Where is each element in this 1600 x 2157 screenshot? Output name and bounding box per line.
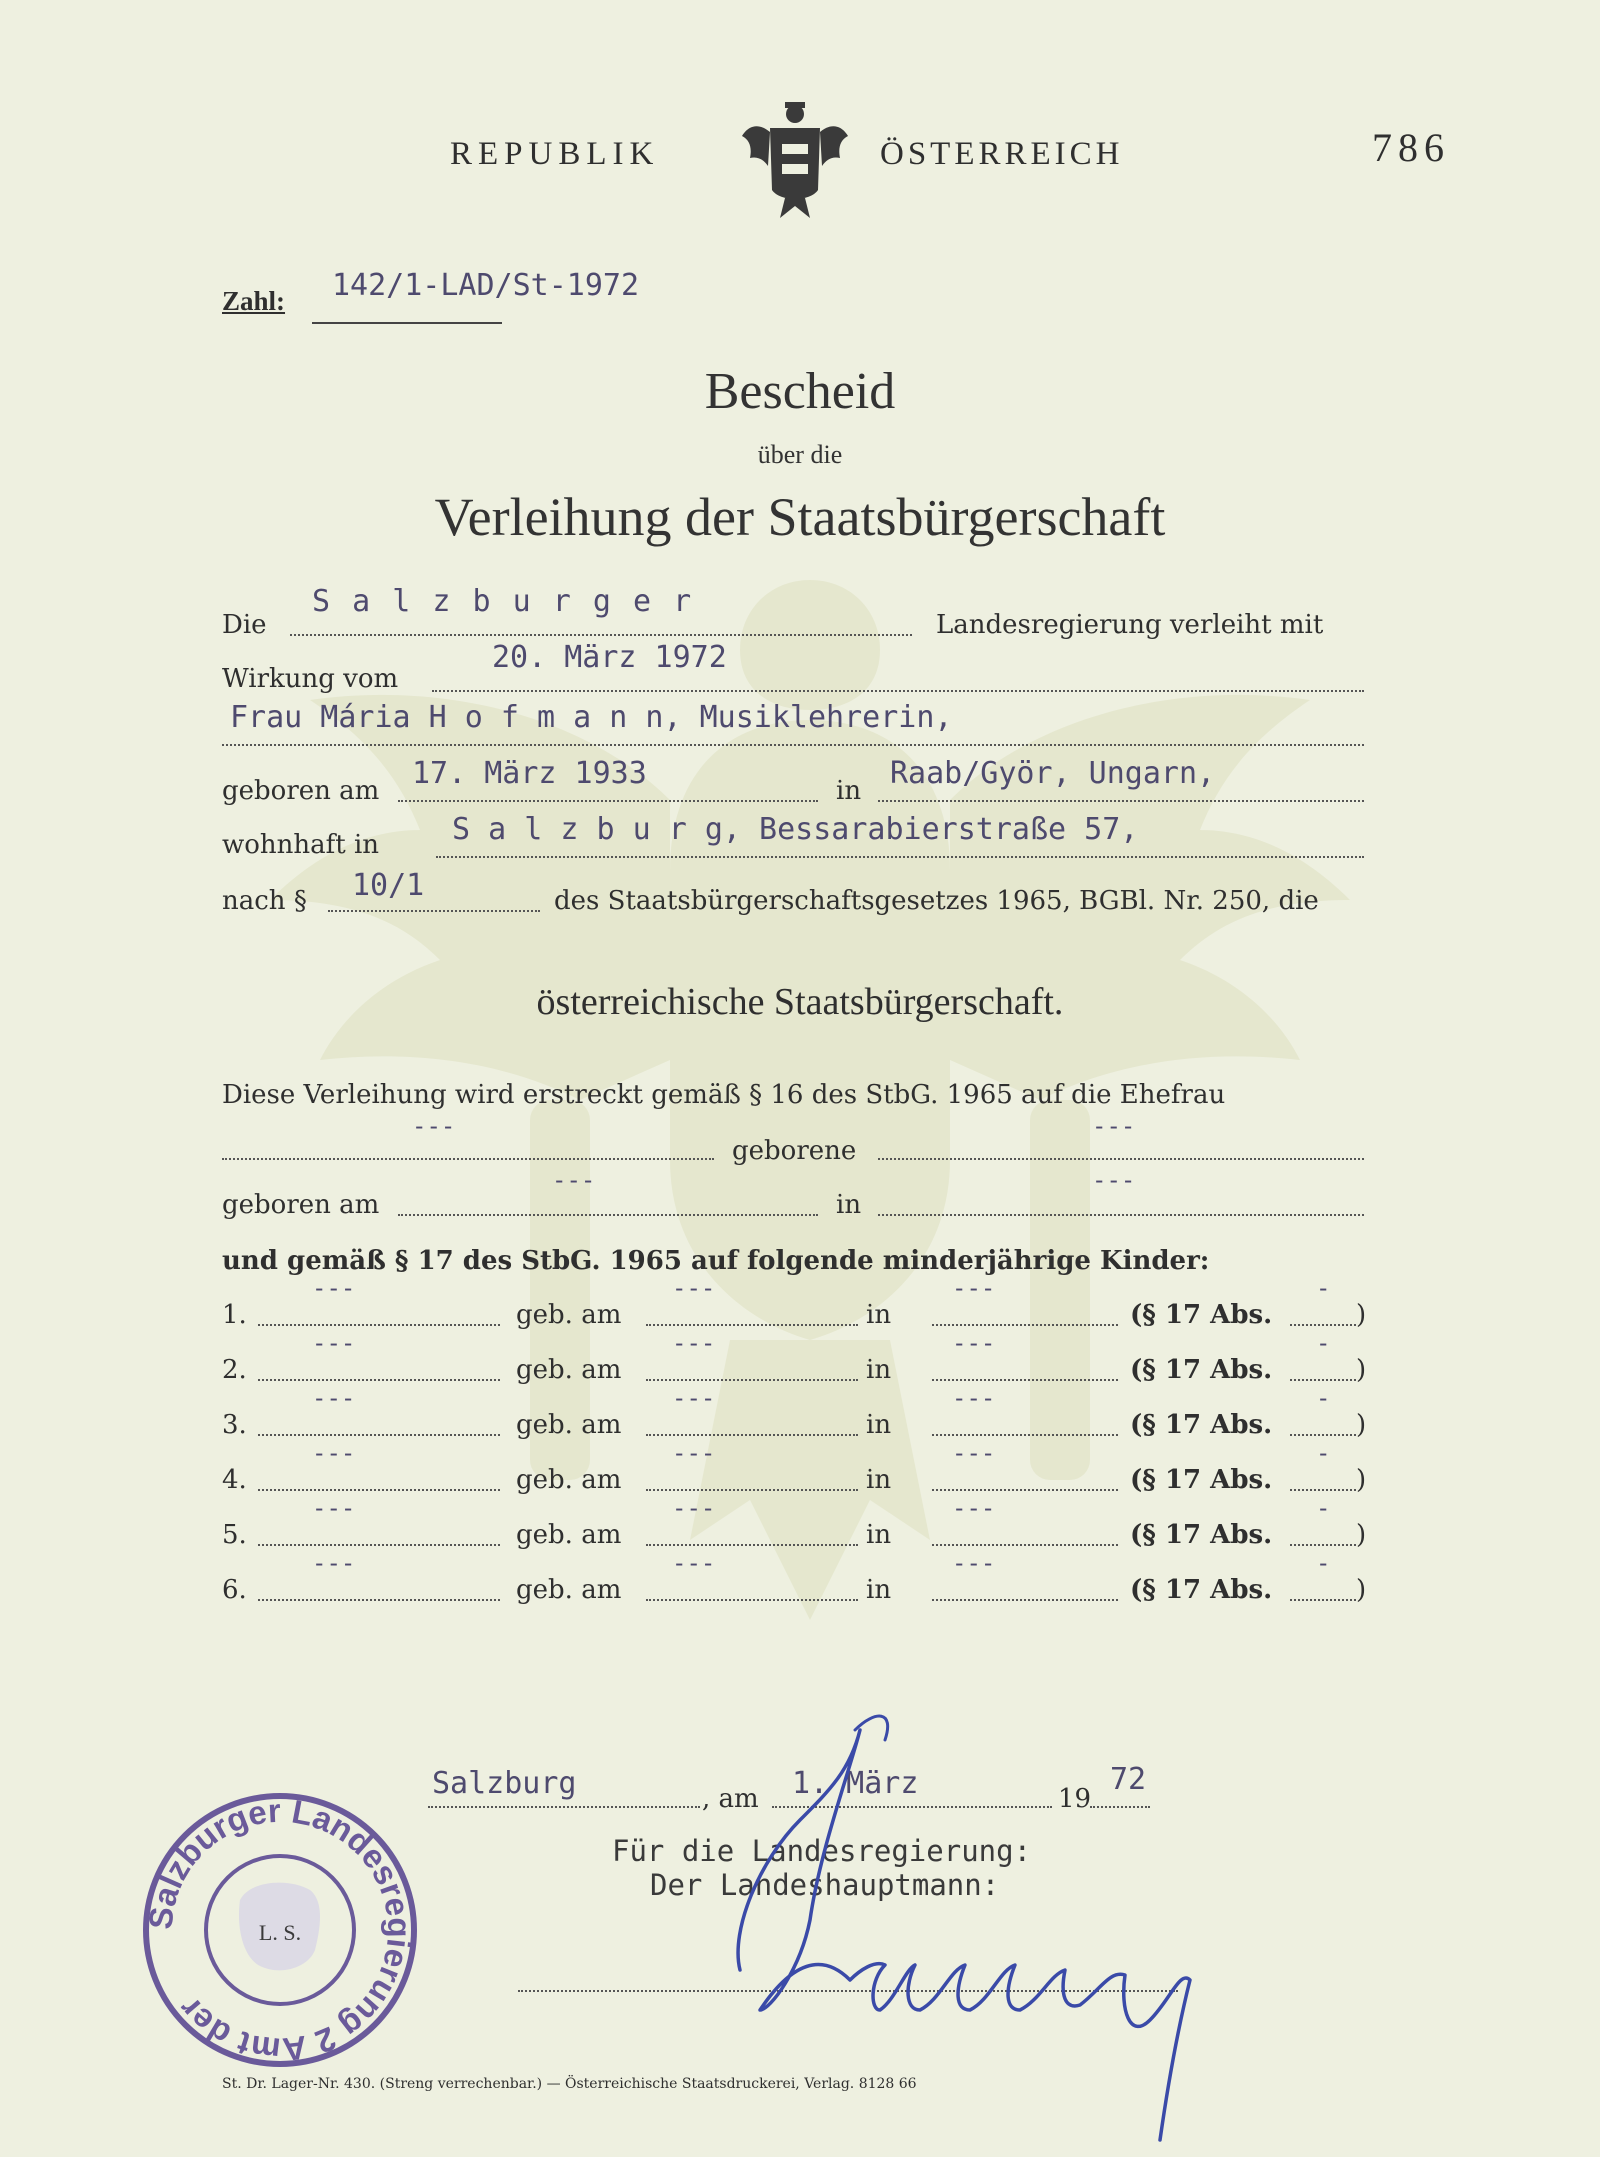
official-stamp-icon (140, 1790, 420, 2070)
residence-line (436, 856, 1364, 858)
child-born-blank: --- (672, 1384, 716, 1412)
child-abs-label: (§ 17 Abs. (1130, 1520, 1273, 1550)
born-in-label: in (836, 776, 862, 806)
person-line (222, 744, 1364, 746)
wirkung-line (432, 690, 1364, 692)
child-place-blank: --- (952, 1439, 996, 1467)
sign-place: Salzburg (432, 1766, 577, 1801)
child-born-line (646, 1324, 858, 1326)
child-born-blank: --- (672, 1274, 716, 1302)
child-abs-blank: - (1316, 1329, 1331, 1357)
child-name-blank: --- (312, 1494, 356, 1522)
extension-text: Diese Verleihung wird erstreckt gemäß § 16 des StbG. 1965 auf die Ehefrau (222, 1080, 1226, 1110)
child-name-blank: --- (312, 1329, 356, 1357)
child-row-number: 3. (222, 1410, 247, 1440)
sign-for-line: Für die Landesregierung: (612, 1834, 1032, 1868)
child-geb-label: geb. am (516, 1520, 622, 1550)
child-in-label: in (866, 1355, 892, 1385)
stamp-ring-text: Salzburger Landesregierung 2 Amt der (141, 1791, 419, 2069)
wife-name-line (222, 1158, 714, 1160)
child-born-line (646, 1434, 858, 1436)
child-born-line (646, 1489, 858, 1491)
title-subject: Verleihung der Staatsbürgerschaft (434, 487, 1166, 547)
child-in-label: in (866, 1575, 892, 1605)
child-abs-line (1290, 1599, 1356, 1601)
born-date-line (398, 800, 818, 802)
child-geb-label: geb. am (516, 1355, 622, 1385)
wife-born-label: geboren am (222, 1190, 380, 1220)
zahl-underline (312, 322, 502, 324)
child-geb-label: geb. am (516, 1575, 622, 1605)
child-name-blank: --- (312, 1549, 356, 1577)
child-name-line (258, 1379, 500, 1381)
child-place-blank: --- (952, 1329, 996, 1357)
child-abs-label: (§ 17 Abs. (1130, 1575, 1273, 1605)
child-abs-label: (§ 17 Abs. (1130, 1410, 1273, 1440)
wife-name-blank: --- (412, 1112, 456, 1140)
child-born-blank: --- (672, 1329, 716, 1357)
landes-text: Landesregierung verleiht mit (936, 610, 1324, 640)
child-name-line (258, 1489, 500, 1491)
nach-label: nach § (222, 886, 307, 916)
child-place-line (932, 1489, 1118, 1491)
child-place-blank: --- (952, 1274, 996, 1302)
document-number: 786 (1372, 125, 1450, 170)
paragraph-line (328, 910, 540, 912)
born-place-line (878, 800, 1364, 802)
child-row-number: 5. (222, 1520, 247, 1550)
child-in-label: in (866, 1300, 892, 1330)
child-geb-label: geb. am (516, 1465, 622, 1495)
child-abs-close: ) (1356, 1355, 1367, 1385)
sign-year-prefix: 19 (1058, 1784, 1092, 1814)
child-abs-line (1290, 1489, 1356, 1491)
child-abs-line (1290, 1324, 1356, 1326)
zahl-value: 142/1-LAD/St-1972 (332, 268, 640, 303)
child-abs-close: ) (1356, 1520, 1367, 1550)
wirkung-label: Wirkung vom (222, 664, 399, 694)
child-place-line (932, 1434, 1118, 1436)
child-in-label: in (866, 1465, 892, 1495)
child-row-number: 1. (222, 1300, 247, 1330)
child-abs-line (1290, 1544, 1356, 1546)
child-name-blank: --- (312, 1274, 356, 1302)
government-name: S a l z b u r g e r (312, 584, 694, 619)
child-row-number: 2. (222, 1355, 247, 1385)
child-place-blank: --- (952, 1384, 996, 1412)
title-ueber-die: über die (757, 440, 843, 469)
paragraph-value: 10/1 (352, 868, 425, 903)
wirkung-date: 20. März 1972 (492, 640, 727, 675)
child-place-line (932, 1324, 1118, 1326)
person-name: Frau Mária H o f m a n n, Musiklehrerin, (230, 700, 953, 735)
die-label: Die (222, 610, 267, 640)
born-label: geboren am (222, 776, 380, 806)
header-republik: REPUBLIK (450, 136, 660, 172)
child-place-line (932, 1599, 1118, 1601)
child-place-blank: --- (952, 1494, 996, 1522)
child-abs-line (1290, 1379, 1356, 1381)
child-abs-close: ) (1356, 1300, 1367, 1330)
sign-place-line (428, 1806, 700, 1808)
born-place: Raab/Györ, Ungarn, (890, 756, 1216, 791)
law-text: des Staatsbürgerschaftsgesetzes 1965, BGBl. Nr. 250, die (554, 886, 1319, 916)
child-abs-blank: - (1316, 1384, 1331, 1412)
child-geb-label: geb. am (516, 1410, 622, 1440)
child-abs-line (1290, 1434, 1356, 1436)
child-abs-close: ) (1356, 1465, 1367, 1495)
child-row-number: 4. (222, 1465, 247, 1495)
stamp-center-text: L. S. (258, 1920, 302, 1945)
child-born-line (646, 1379, 858, 1381)
born-date: 17. März 1933 (412, 756, 647, 791)
child-born-line (646, 1599, 858, 1601)
child-born-line (646, 1544, 858, 1546)
child-name-line (258, 1599, 500, 1601)
granted-citizenship: österreichische Staatsbürgerschaft. (536, 981, 1064, 1023)
child-in-label: in (866, 1520, 892, 1550)
child-born-blank: --- (672, 1439, 716, 1467)
child-place-blank: --- (952, 1549, 996, 1577)
maiden-name-line (878, 1158, 1364, 1160)
child-name-line (258, 1324, 500, 1326)
residence-value: S a l z b u r g, Bessarabierstraße 57, (452, 812, 1139, 847)
child-abs-blank: - (1316, 1439, 1331, 1467)
child-born-blank: --- (672, 1494, 716, 1522)
header-oesterreich: ÖSTERREICH (880, 136, 1124, 172)
child-abs-label: (§ 17 Abs. (1130, 1465, 1273, 1495)
wife-born-line (398, 1214, 818, 1216)
child-born-blank: --- (672, 1549, 716, 1577)
child-abs-blank: - (1316, 1494, 1331, 1522)
sign-am-label: , am (702, 1784, 759, 1814)
footer-print-info: St. Dr. Lager-Nr. 430. (Streng verrechenbar.) — Österreichische Staatsdruckerei, Verlag. 8128 66 (222, 2076, 917, 2092)
residence-label: wohnhaft in (222, 830, 380, 860)
child-in-label: in (866, 1410, 892, 1440)
sign-title-line: Der Landeshauptmann: (650, 1868, 1000, 1902)
child-name-line (258, 1434, 500, 1436)
child-name-blank: --- (312, 1439, 356, 1467)
child-name-line (258, 1544, 500, 1546)
wife-born-blank: --- (552, 1166, 596, 1194)
maiden-name-blank: --- (1092, 1112, 1136, 1140)
sign-date: 1. März (792, 1766, 919, 1801)
child-place-line (932, 1379, 1118, 1381)
child-abs-blank: - (1316, 1549, 1331, 1577)
children-text: und gemäß § 17 des StbG. 1965 auf folgende minderjährige Kinder: (222, 1246, 1210, 1276)
child-place-line (932, 1544, 1118, 1546)
zahl-label: Zahl: (222, 286, 286, 316)
sign-year: 72 (1110, 1762, 1147, 1797)
title-bescheid: Bescheid (704, 363, 896, 420)
government-line (290, 634, 912, 636)
child-abs-close: ) (1356, 1575, 1367, 1605)
child-abs-label: (§ 17 Abs. (1130, 1300, 1273, 1330)
child-abs-label: (§ 17 Abs. (1130, 1355, 1273, 1385)
wife-place-blank: --- (1092, 1166, 1136, 1194)
child-name-blank: --- (312, 1384, 356, 1412)
child-abs-close: ) (1356, 1410, 1367, 1440)
geborene-label: geborene (732, 1136, 857, 1166)
child-row-number: 6. (222, 1575, 247, 1605)
wife-place-line (878, 1214, 1364, 1216)
child-geb-label: geb. am (516, 1300, 622, 1330)
wife-in-label: in (836, 1190, 862, 1220)
coat-of-arms-icon (740, 100, 850, 220)
child-abs-blank: - (1316, 1274, 1331, 1302)
